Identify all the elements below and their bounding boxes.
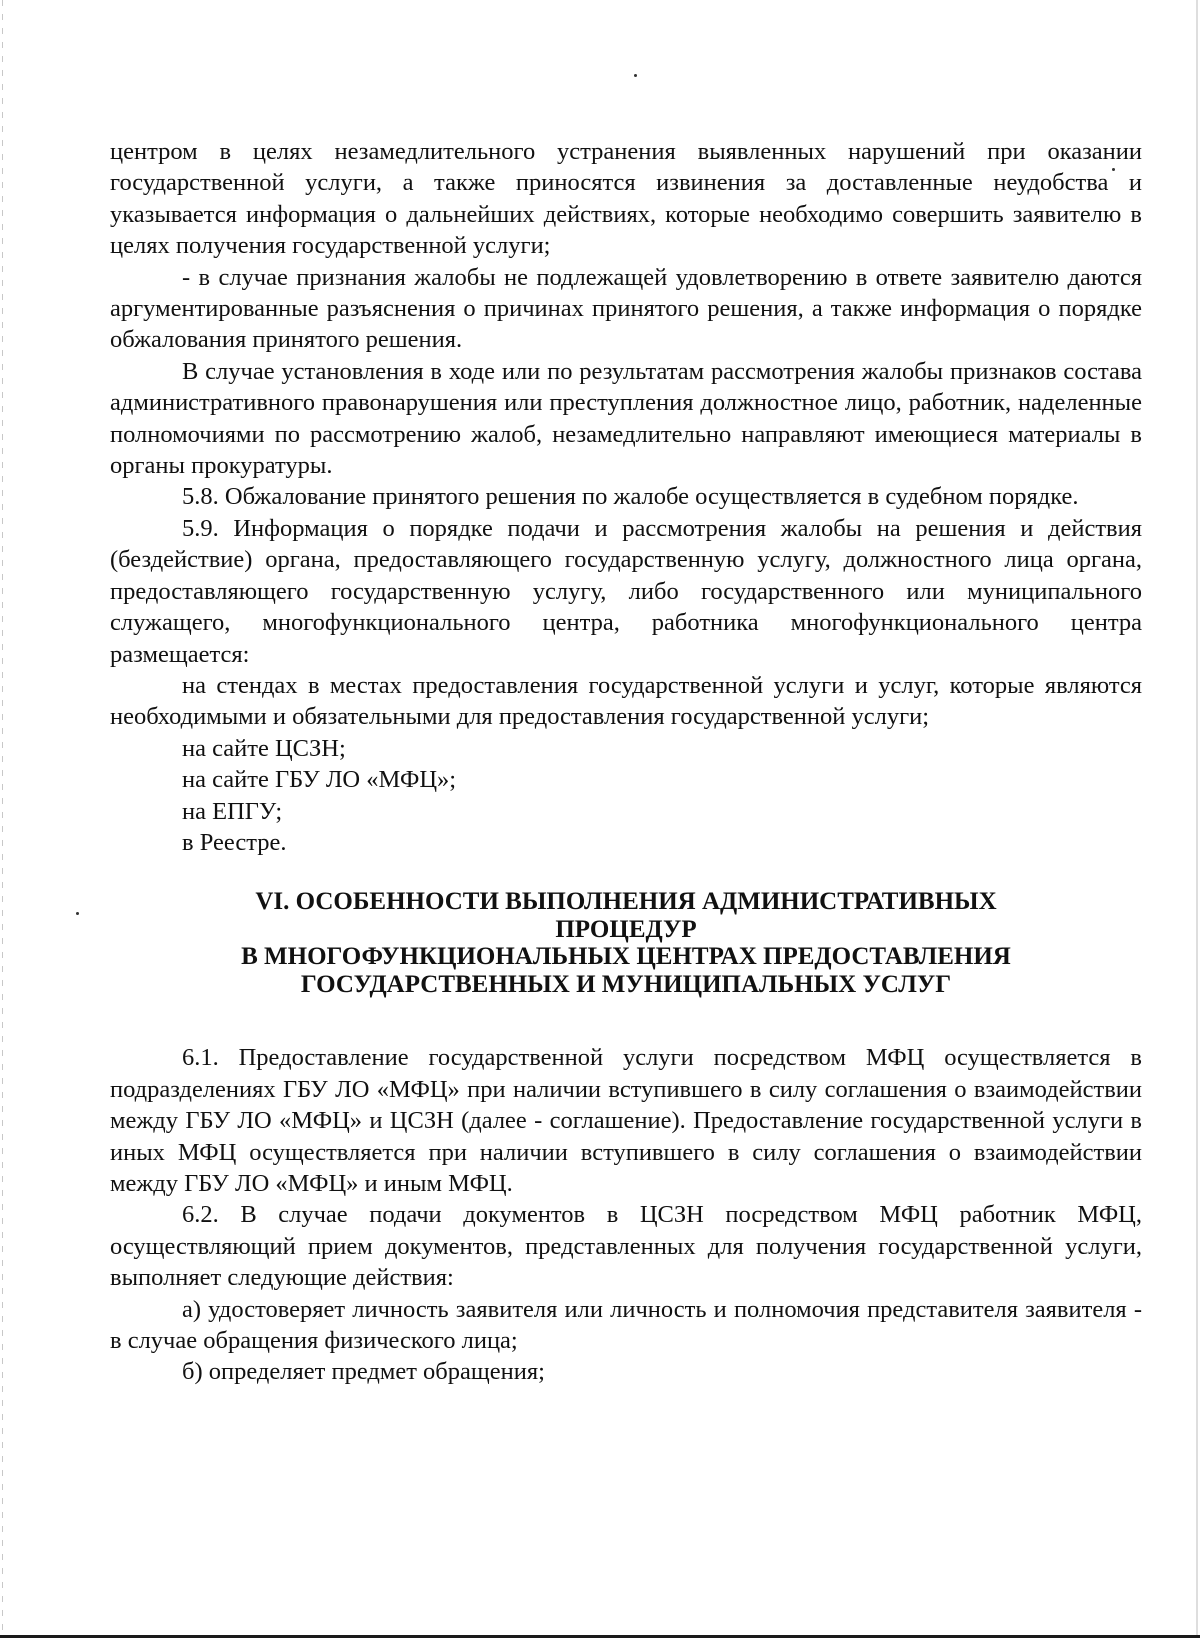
section-heading-line: В МНОГОФУНКЦИОНАЛЬНЫХ ЦЕНТРАХ ПРЕДОСТАВЛЕНИЯ <box>241 943 1011 971</box>
paragraph-continuation: центром в целях незамедлительного устранения выявленных нарушений при оказании государственной услуги, а также приносятся извинения за доставленные неудобства и указывается информация о дальнейших действиях, которые необходимо совершить заявителю в целях получения государственной услуги; <box>110 138 1142 260</box>
scan-edge-right <box>1196 0 1198 1638</box>
scan-speck <box>76 912 79 915</box>
paragraph-5-9: 5.9. Информация о порядке подачи и рассмотрения жалобы на решения и действия (бездействие) органа, предоставляющего государственную услугу, должностного лица органа, предоставляющего государственную услугу, либо государственного или муниципального служащего, многофункционального центра, работника многофункционального центра размещается: <box>110 514 1142 668</box>
paragraph-prosecution: В случае установления в ходе или по результатам рассмотрения жалобы признаков состава административного правонарушения или преступления должностное лицо, работник, наделенные полномочиями по рассмотрению жалоб, незамедлительно направляют имеющиеся материалы в органы прокуратуры. <box>110 357 1142 480</box>
list-item-epgu: на ЕПГУ; <box>182 797 283 825</box>
document-body <box>110 136 1142 1388</box>
paragraph-6-1: 6.1. Предоставление государственной услуги посредством МФЦ осуществляется в подразделениях ГБУ ЛО «МФЦ» при наличии вступившего в силу соглашения о взаимодействии между ГБУ ЛО «МФЦ» и ЦСЗН (далее - соглашение). Предоставление государственной услуги в иных МФЦ осуществляется при наличии вступившего в силу соглашения о взаимодействии между ГБУ ЛО «МФЦ» и иным МФЦ. <box>110 1044 1142 1197</box>
list-item-cszn-site: на сайте ЦСЗН; <box>182 734 346 762</box>
scan-speck <box>634 74 637 77</box>
paragraph-stands: на стендах в местах предоставления государственной услуги и услуг, которые являются необходимыми и обязательными для предоставления государственной услуги; <box>110 671 1142 731</box>
section-heading-line: ПРОЦЕДУР <box>555 915 697 943</box>
paragraph-item-b: б) определяет предмет обращения; <box>182 1358 545 1386</box>
section-heading-line: ГОСУДАРСТВЕННЫХ И МУНИЦИПАЛЬНЫХ УСЛУГ <box>300 970 952 998</box>
paragraph-item-a: а) удостоверяет личность заявителя или личность и полномочия представителя заявителя - в случае обращения физического лица; <box>110 1295 1142 1354</box>
paragraph-5-8: 5.8. Обжалование принятого решения по жалобе осуществляется в судебном порядке. <box>182 483 1079 511</box>
paragraph-6-2: 6.2. В случае подачи документов в ЦСЗН посредством МФЦ работник МФЦ, осуществляющий прием документов, представленных для получения государственной услуги, выполняет следующие действия: <box>110 1201 1142 1292</box>
section-heading <box>110 888 1142 998</box>
scan-edge-left <box>2 0 3 1638</box>
paragraph-rejection: - в случае признания жалобы не подлежащей удовлетворению в ответе заявителю даются аргументированные разъяснения о причинах принятого решения, а также информация о порядке обжалования принятого решения. <box>110 263 1142 354</box>
list-item-mfc-site: на сайте ГБУ ЛО «МФЦ»; <box>182 766 457 794</box>
section-heading-line: VI. ОСОБЕННОСТИ ВЫПОЛНЕНИЯ АДМИНИСТРАТИВНЫХ <box>255 888 997 916</box>
list-item-registry: в Реестре. <box>182 828 287 856</box>
